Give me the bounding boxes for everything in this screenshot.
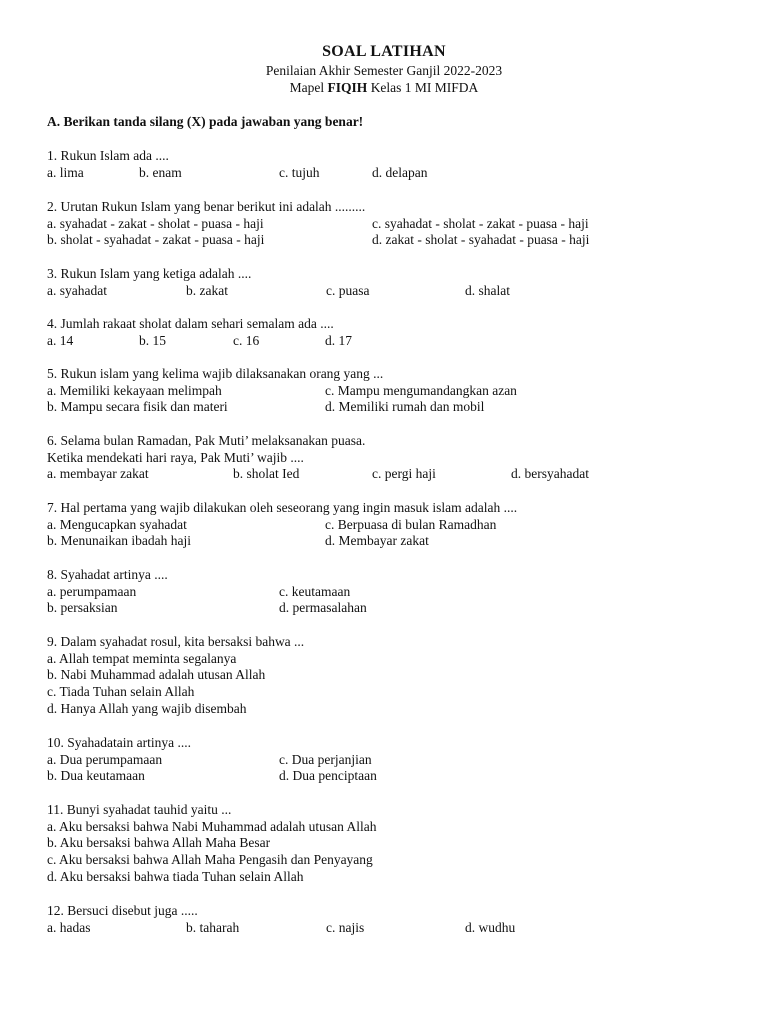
question-text: 1. Rukun Islam ada ....: [47, 148, 169, 163]
answer-option: d. Memiliki rumah dan mobil: [325, 399, 485, 415]
answer-option: a. hadas: [47, 919, 91, 935]
answer-option: c. syahadat - sholat - zakat - puasa - haji: [372, 215, 589, 231]
answer-option: d. wudhu: [465, 919, 516, 935]
answer-option: a. syahadat - zakat - sholat - puasa - haji: [47, 215, 264, 231]
question-text: 10. Syahadatain artinya ....: [47, 735, 191, 750]
subject-suffix: Kelas 1 MI MIFDA: [367, 80, 479, 95]
answer-option: d. permasalahan: [279, 600, 367, 616]
answer-option: c. Berpuasa di bulan Ramadhan: [325, 516, 497, 532]
question-item: [47, 316, 747, 349]
options-row: [47, 920, 747, 937]
answer-option: d. delapan: [372, 164, 428, 180]
answer-option: b. Aku bersaksi bahwa Allah Maha Besar: [47, 835, 271, 851]
question-item: [47, 366, 747, 416]
options-row: [47, 399, 747, 416]
options-row: [47, 684, 747, 701]
question-text: 7. Hal pertama yang wajib dilakukan oleh seseorang yang ingin masuk islam adalah ....: [47, 500, 518, 515]
subject-name: FIQIH: [327, 80, 368, 95]
answer-option: a. syahadat: [47, 282, 107, 298]
subject-line: [0, 80, 768, 96]
options-row: [47, 165, 747, 182]
answer-option: b. zakat: [186, 282, 228, 298]
answer-option: c. Dua perjanjian: [279, 751, 372, 767]
subject-prefix: Mapel: [289, 80, 328, 95]
question-item: [47, 433, 747, 483]
question-item: [47, 735, 747, 785]
question-item: [47, 802, 747, 885]
options-row: [47, 333, 747, 350]
question-text: Ketika mendekati hari raya, Pak Muti’ wajib ....: [47, 449, 304, 465]
answer-option: c. Tiada Tuhan selain Allah: [47, 684, 195, 700]
answer-option: d. 17: [325, 332, 352, 348]
options-row: [47, 600, 747, 617]
answer-option: c. puasa: [326, 282, 370, 298]
answer-option: b. persaksian: [47, 600, 118, 616]
answer-option: c. Mampu mengumandangkan azan: [325, 382, 517, 398]
section-instruction: A. Berikan tanda silang (X) pada jawaban yang benar!: [47, 114, 364, 129]
answer-option: b. Mampu secara fisik dan materi: [47, 399, 228, 415]
options-row: [47, 667, 747, 684]
options-row: [47, 835, 747, 852]
question-text: 5. Rukun islam yang kelima wajib dilaksanakan orang yang ...: [47, 366, 384, 381]
options-row: [47, 232, 747, 249]
question-item: [47, 199, 747, 249]
answer-option: b. enam: [139, 164, 182, 180]
answer-option: c. pergi haji: [372, 466, 436, 482]
question-item: [47, 148, 747, 181]
question-text: 2. Urutan Rukun Islam yang benar berikut ini adalah .........: [47, 199, 366, 214]
answer-option: d. Membayar zakat: [325, 533, 429, 549]
question-text: 6. Selama bulan Ramadan, Pak Muti’ melaksanakan puasa.: [47, 433, 366, 448]
options-row: [47, 752, 747, 769]
options-row: [47, 651, 747, 668]
question-item: [47, 266, 747, 299]
answer-option: c. keutamaan: [279, 583, 351, 599]
answer-option: a. Allah tempat meminta segalanya: [47, 650, 237, 666]
answer-option: a. perumpamaan: [47, 583, 137, 599]
answer-option: d. bersyahadat: [511, 466, 589, 482]
question-text: 9. Dalam syahadat rosul, kita bersaksi bahwa ...: [47, 634, 305, 649]
answer-option: b. 15: [139, 332, 166, 348]
answer-option: c. 16: [233, 332, 260, 348]
question-text: 11. Bunyi syahadat tauhid yaitu ...: [47, 802, 232, 817]
answer-option: a. Mengucapkan syahadat: [47, 516, 187, 532]
answer-option: b. Dua keutamaan: [47, 768, 145, 784]
options-row: [47, 584, 747, 601]
answer-option: a. Memiliki kekayaan melimpah: [47, 382, 222, 398]
answer-option: a. 14: [47, 332, 74, 348]
answer-option: a. Aku bersaksi bahwa Nabi Muhammad adalah utusan Allah: [47, 818, 377, 834]
options-row: [47, 869, 747, 886]
answer-option: c. Aku bersaksi bahwa Allah Maha Pengasih dan Penyayang: [47, 852, 373, 868]
page-title: SOAL LATIHAN: [322, 43, 446, 60]
options-row: [47, 283, 747, 300]
answer-option: d. Dua penciptaan: [279, 768, 377, 784]
question-item: [47, 500, 747, 550]
options-row: [47, 517, 747, 534]
answer-option: b. taharah: [186, 919, 240, 935]
question-item: [47, 567, 747, 617]
options-row: [47, 701, 747, 718]
answer-option: d. shalat: [465, 282, 510, 298]
options-row: [47, 216, 747, 233]
options-row: [47, 383, 747, 400]
question-item: [47, 634, 747, 717]
answer-option: b. sholat Ied: [233, 466, 300, 482]
answer-option: b. sholat - syahadat - zakat - puasa - haji: [47, 232, 265, 248]
answer-option: a. Dua perumpamaan: [47, 751, 163, 767]
answer-option: c. najis: [326, 919, 365, 935]
options-row: [47, 768, 747, 785]
page-subtitle: Penilaian Akhir Semester Ganjil 2022-2023: [265, 63, 503, 78]
answer-option: c. tujuh: [279, 164, 320, 180]
question-item: [47, 903, 747, 936]
question-text: 4. Jumlah rakaat sholat dalam sehari semalam ada ....: [47, 316, 334, 331]
options-row: [47, 852, 747, 869]
question-text: 8. Syahadat artinya ....: [47, 567, 168, 582]
answer-option: d. Hanya Allah yang wajib disembah: [47, 700, 247, 716]
options-row: [47, 819, 747, 836]
answer-option: b. Nabi Muhammad adalah utusan Allah: [47, 667, 266, 683]
question-text: 12. Bersuci disebut juga .....: [47, 903, 198, 918]
answer-option: b. Menunaikan ibadah haji: [47, 533, 191, 549]
answer-option: d. Aku bersaksi bahwa tiada Tuhan selain Allah: [47, 868, 304, 884]
options-row: [47, 533, 747, 550]
options-row: [47, 466, 747, 483]
answer-option: a. lima: [47, 164, 84, 180]
answer-option: d. zakat - sholat - syahadat - puasa - haji: [372, 232, 590, 248]
answer-option: a. membayar zakat: [47, 466, 149, 482]
question-text: 3. Rukun Islam yang ketiga adalah ....: [47, 266, 252, 281]
